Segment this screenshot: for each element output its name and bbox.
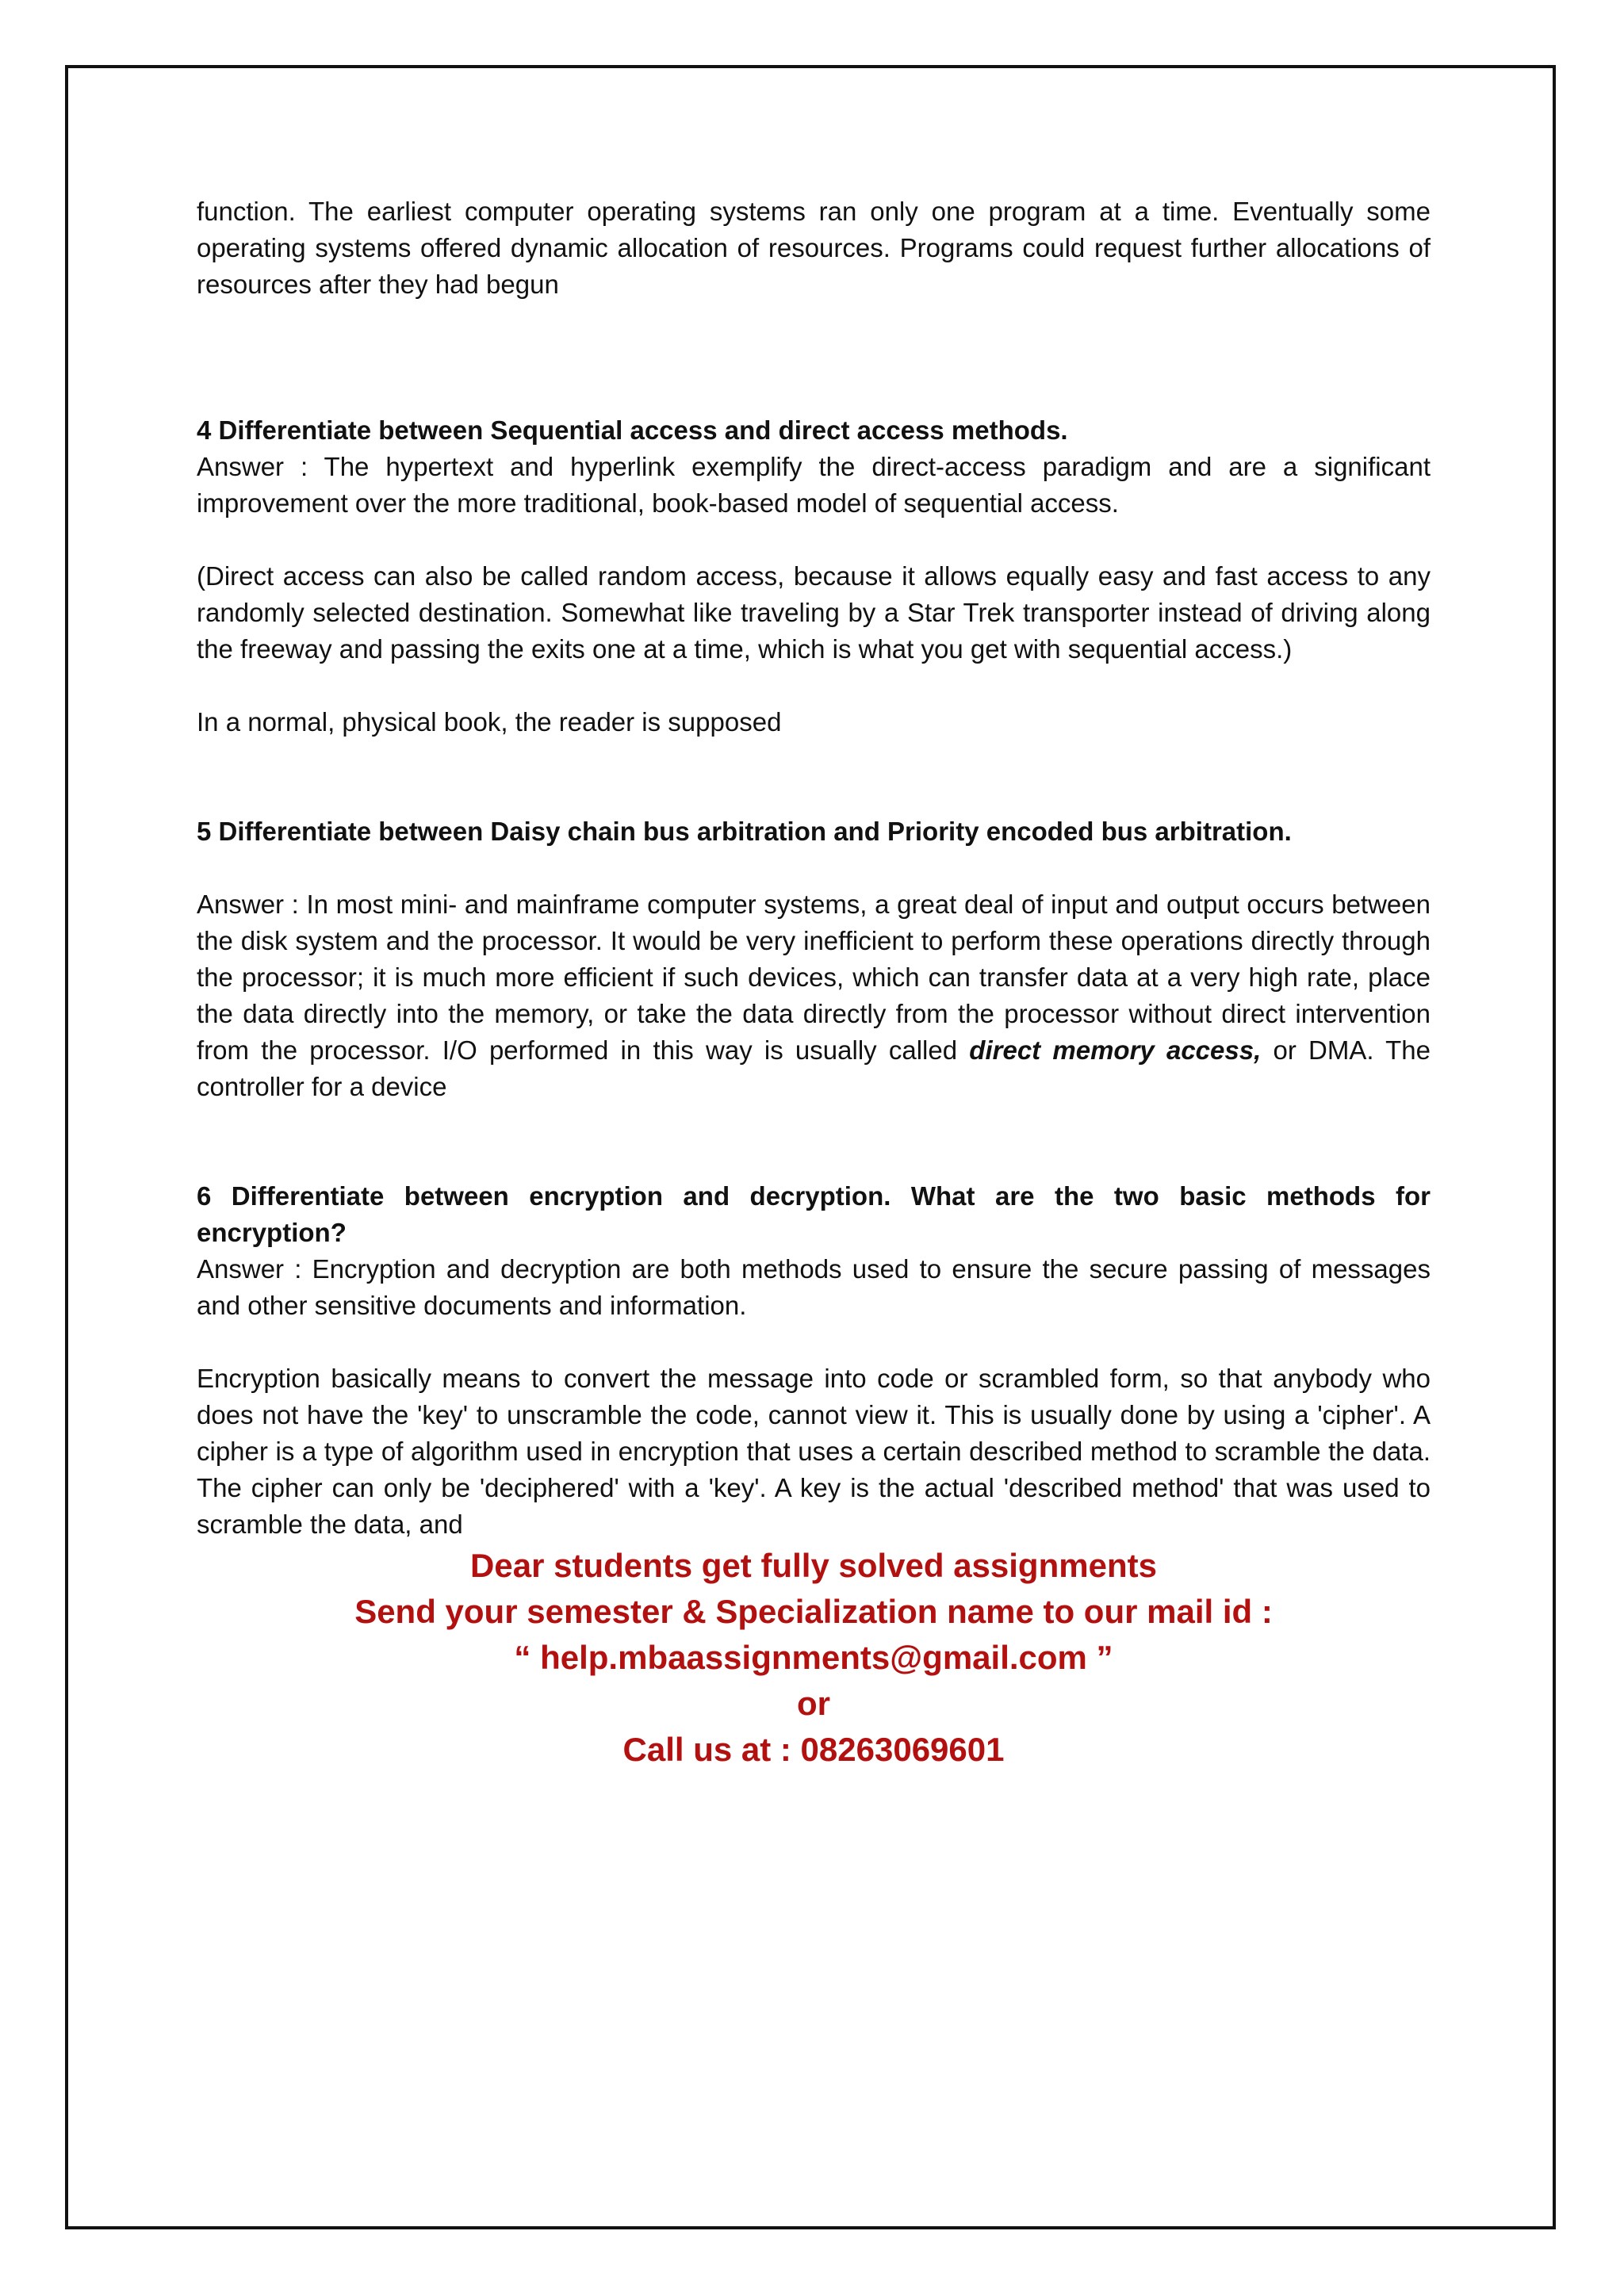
spacer bbox=[197, 303, 1431, 412]
intro-paragraph: function. The earliest computer operating systems ran only one program at a time. Eventually some operating systems offered dynamic allocation of resources. Programs could request further allocations of resources after they had begun bbox=[197, 197, 1431, 299]
document-body bbox=[197, 193, 1431, 1773]
question-4-paragraph-3: In a normal, physical book, the reader is supposed bbox=[197, 707, 782, 737]
question-5-heading: 5 Differentiate between Daisy chain bus arbitration and Priority encoded bus arbitration. bbox=[197, 817, 1292, 846]
promo-email: “ help.mbaassignments@gmail.com ” bbox=[514, 1639, 1113, 1676]
question-5-answer bbox=[197, 886, 1431, 1105]
question-4-paragraph-2: (Direct access can also be called random access, because it allows equally easy and fast access to any randomly selected destination. Somewhat like traveling by a Star Trek transporter instead of driving along the freeway and passing the exits one at a time, which is what you get with sequential access.) bbox=[197, 561, 1431, 664]
spacer bbox=[197, 668, 1431, 704]
question-6-paragraph-2: Encryption basically means to convert the message into code or scrambled form, so that anybody who does not have the 'key' to unscramble the code, cannot view it. This is usually done by using a 'cipher'. A cipher is a type of algorithm used in encryption that uses a certain described method to scramble the data. The cipher can only be 'deciphered' with a 'key'. A key is the actual 'described method' that was used to scramble the data, and bbox=[197, 1364, 1431, 1539]
question-4-answer: Answer : The hypertext and hyperlink exemplify the direct-access paradigm and are a significant improvement over the more traditional, book-based model of sequential access. bbox=[197, 452, 1431, 518]
promo-line-2: Send your semester & Specialization name to our mail id : bbox=[354, 1593, 1273, 1630]
promo-block bbox=[197, 1543, 1431, 1773]
spacer bbox=[197, 740, 1431, 813]
spacer bbox=[197, 1105, 1431, 1178]
question-5-answer-text: Answer : In most mini- and mainframe computer systems, a great deal of input and output occurs between the disk system and the processor. It would be very inefficient to perform these operations directly through the processor; it is much more efficient if such devices, which can transfer data at a very high rate, place the data directly into the memory, or take the data directly from the processor without direct intervention from the processor. I/O performed in this way is usually called bbox=[197, 890, 1431, 1065]
question-6-heading: 6 Differentiate between encryption and decryption. What are the two basic methods for encryption? bbox=[197, 1181, 1431, 1247]
question-5-answer-tail: or DMA. The controller for a device bbox=[197, 1035, 1431, 1101]
promo-phone: Call us at : 08263069601 bbox=[622, 1731, 1005, 1768]
question-4-heading: 4 Differentiate between Sequential access and direct access methods. bbox=[197, 415, 1068, 445]
question-6-answer: Answer : Encryption and decryption are both methods used to ensure the secure passing of messages and other sensitive documents and information. bbox=[197, 1254, 1431, 1320]
spacer bbox=[197, 850, 1431, 886]
promo-line-1: Dear students get fully solved assignments bbox=[470, 1547, 1157, 1584]
spacer bbox=[197, 1324, 1431, 1360]
spacer bbox=[197, 522, 1431, 558]
question-5-answer-emphasis: direct memory access, bbox=[969, 1035, 1262, 1065]
promo-or: or bbox=[797, 1685, 830, 1722]
